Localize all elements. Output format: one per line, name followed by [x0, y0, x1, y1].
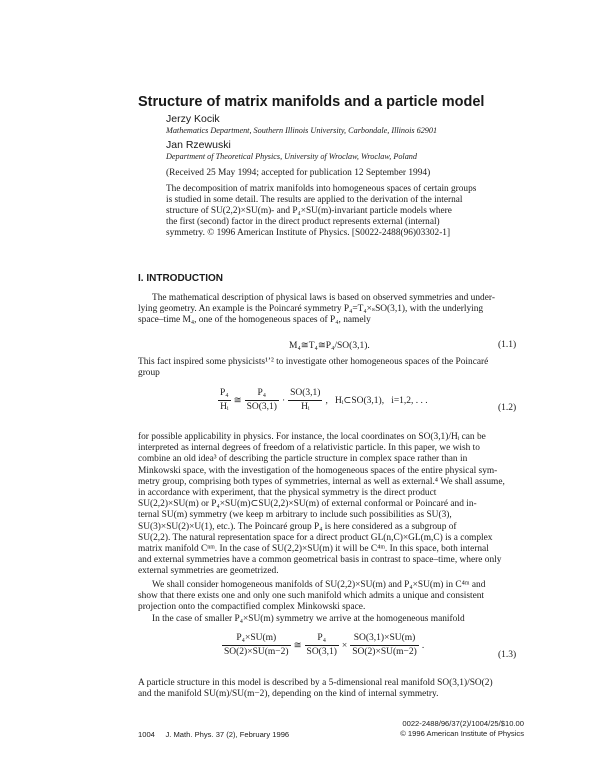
- author-name-1: Jerzy Kocik: [166, 113, 220, 125]
- author-affiliation-2: Department of Theoretical Physics, University of Wroclaw, Wroclaw, Poland: [166, 152, 417, 161]
- text-line: In the case of smaller P₄×SU(m) symmetry we arrive at the homogeneous manifold: [152, 614, 465, 624]
- text-line: external symmetries are geometrized.: [138, 566, 279, 577]
- page-number: 1004: [138, 730, 155, 739]
- paragraph-4: [138, 580, 520, 614]
- operator: ·: [281, 395, 286, 406]
- footer-publication-info: [400, 719, 524, 739]
- equation-number: (1.3): [498, 650, 517, 660]
- text-line: show that there exists one and only one such manifold which admits a unique and consistent: [138, 591, 485, 602]
- text-line: Minkowski space, with the investigation of the homogeneous spaces of the entire physical sym-: [138, 465, 498, 476]
- abstract: [166, 184, 520, 239]
- text-line: for possible applicability in physics. For instance, the local coordinates on SO(3,1)/Hᵢ can be: [138, 432, 486, 442]
- denominator: SO(3,1): [306, 647, 337, 657]
- equation-number: (1.1): [498, 340, 517, 350]
- abstract-line: the first (second) factor in the direct product represents external (internal): [166, 217, 440, 228]
- text-line: lying geometry. An example is the Poincaré symmetry P₄=T₄×ₛSO(3,1), with the underlying: [138, 304, 484, 315]
- journal-citation: J. Math. Phys. 37 (2), February 1996: [165, 730, 290, 739]
- abstract-line: The decomposition of matrix manifolds into homogeneous spaces of certain groups: [166, 184, 477, 194]
- text-line: group: [138, 368, 160, 379]
- author-name-2: Jan Rzewuski: [166, 139, 231, 151]
- fraction: [305, 633, 339, 658]
- equation-tail: .: [421, 640, 425, 651]
- numerator: P₄: [305, 633, 339, 646]
- received-dates: (Received 25 May 1994; accepted for publication 12 September 1994): [166, 168, 431, 178]
- numerator: SO(3,1)×SU(m): [350, 633, 419, 646]
- numerator: P₄: [218, 388, 231, 401]
- fraction: [288, 388, 322, 413]
- text-line: combine an old idea³ of describing the particle structure in complex space rather than in: [138, 454, 468, 465]
- text-line: and external symmetries have a common geometrical basis in contrast to space–time, where only: [138, 555, 502, 566]
- paragraph-2: [138, 357, 520, 379]
- abstract-line: is studied in some detail. The results are applied to the derivation of the internal: [166, 195, 463, 206]
- abstract-line: structure of SU(2,2)×SU(m)- and P₄×SU(m)-invariant particle models where: [166, 206, 452, 217]
- abstract-line: symmetry. © 1996 American Institute of Physics. [S0022-2488(96)03302-1]: [166, 228, 451, 239]
- equation-1-1: M₄≅T₄≅P₄/SO(3,1).: [289, 341, 370, 351]
- paragraph-6: [138, 678, 520, 700]
- fraction: [222, 633, 291, 658]
- paragraph-1: [138, 293, 520, 327]
- text-line: in accordance with experiment, that the physical symmetry is the direct product: [138, 488, 437, 499]
- text-line: space–time M₄, one of the homogeneous spaces of P₄, namely: [138, 315, 371, 326]
- text-line: matrix manifold Cⁿᵐ. In the case of SU(2,2)×SU(m) it will be C⁴ᵐ. In this space, both internal: [138, 544, 489, 555]
- text-line: SU(2,2)×SU(m) or P₄×SU(m)⊂SU(2,2)×SU(m) of external conformal or Poincaré and in-: [138, 499, 477, 510]
- section-heading: I. INTRODUCTION: [138, 273, 223, 284]
- footer-journal-info: [138, 730, 289, 739]
- relation: ≅: [233, 396, 242, 406]
- denominator: SO(2)×SU(m−2): [352, 647, 417, 657]
- relation: ≅: [293, 641, 302, 651]
- equation-1-2: [218, 388, 428, 413]
- paragraph-5: [138, 614, 520, 625]
- fraction: [350, 633, 419, 658]
- operator: ×: [341, 640, 348, 651]
- equation-1-3: [222, 633, 424, 658]
- text-line: and the manifold SU(m)/SU(m−2), depending on the kind of internal symmetry.: [138, 689, 439, 700]
- paper-title: Structure of matrix manifolds and a particle model: [138, 94, 485, 110]
- text-line: We shall consider homogeneous manifolds of SU(2,2)×SU(m) and P₄×SU(m) in C⁴ᵐ and: [152, 580, 486, 590]
- denominator: Hᵢ: [301, 402, 310, 412]
- text-line: A particle structure in this model is described by a 5-dimensional real manifold SO(3,1)/SO(2): [138, 678, 493, 688]
- author-affiliation-1: Mathematics Department, Southern Illinois University, Carbondale, Illinois 62901: [166, 126, 438, 135]
- text-line: SU(2,2). The natural representation space for a direct product GL(n,C)×GL(m,C) is a complex: [138, 532, 493, 543]
- text-line: ternal SU(m) symmetry (we keep m arbitrary to include such possibilities as SU(3),: [138, 510, 452, 521]
- text-line: The mathematical description of physical laws is based on observed symmetries and under-: [152, 293, 495, 303]
- denominator: SO(2)×SU(m−2): [224, 647, 289, 657]
- text-line: interpreted as internal degrees of freedom of a relativistic particle. In this paper, we wish to: [138, 443, 480, 454]
- denominator: Hᵢ: [220, 402, 229, 412]
- paragraph-3: [138, 432, 520, 578]
- equation-number: (1.2): [498, 403, 517, 413]
- denominator: SO(3,1): [246, 402, 277, 412]
- text-line: SU(3)×SU(2)×U(1), etc.). The Poincaré group P₄ is here considered as a subgroup of: [138, 521, 457, 532]
- text-line: metry group, comprising both types of symmetries, internal as well as external.⁴ We shall assume,: [138, 476, 505, 487]
- footer-copyright: © 1996 American Institute of Physics: [400, 729, 524, 738]
- equation-tail: , Hᵢ⊂SO(3,1), i=1,2, . . .: [325, 396, 428, 406]
- numerator: P₄×SU(m): [222, 633, 291, 646]
- numerator: P₄: [245, 388, 279, 401]
- fraction: [245, 388, 279, 413]
- text-line: projection onto the compactified complex Minkowski space.: [138, 602, 366, 613]
- numerator: SO(3,1): [288, 388, 322, 401]
- fraction: [218, 388, 231, 413]
- footer-code: 0022-2488/96/37(2)/1004/25/$10.00: [402, 719, 524, 728]
- text-line: This fact inspired some physicists¹ʼ² to investigate other homogeneous spaces of the Poincaré: [138, 357, 489, 367]
